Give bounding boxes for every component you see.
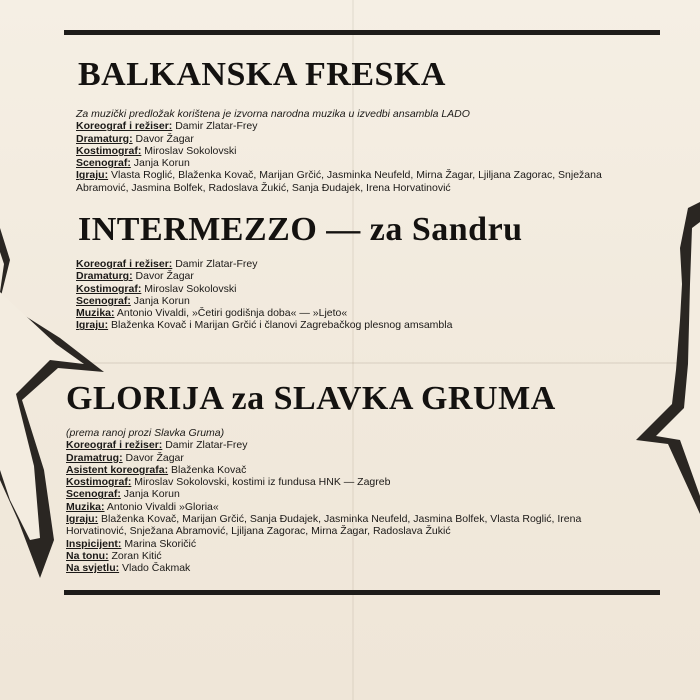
credit-role: Igraju: <box>66 513 99 526</box>
credit-row <box>76 133 602 145</box>
credit-row <box>66 476 581 488</box>
credit-role: Kostimograf: <box>76 144 142 157</box>
bottom-rule <box>64 590 660 595</box>
section-2-title: INTERMEZZO — za Sandru <box>78 211 523 248</box>
credit-names: Blaženka Kovač <box>171 463 247 476</box>
credit-row <box>66 538 581 550</box>
credit-row <box>76 145 602 157</box>
credit-role: Asistent koreografa: <box>66 463 169 476</box>
credit-names: Blaženka Kovač, Marijan Grčić, Sanja Đudajek, Jasminka Neufeld, Jasmina Bolfek, Vlasta Roglić, Irena <box>101 513 582 526</box>
credit-names: Vlasta Roglić, Blaženka Kovač, Marijan Grčić, Jasminka Neufeld, Mirna Žagar, Ljiljana Zagorac, Snježana <box>111 169 602 182</box>
credit-names: Janja Korun <box>133 294 190 307</box>
section-1-credits <box>76 108 602 194</box>
credit-role: Igraju: <box>76 169 109 182</box>
credit-row <box>76 295 452 307</box>
section-1-title: BALKANSKA FRESKA <box>78 56 446 93</box>
credit-row <box>66 513 581 525</box>
credit-row <box>76 319 452 331</box>
credit-names: Damir Zlatar-Frey <box>175 258 258 270</box>
credit-row <box>76 169 602 181</box>
credit-names: Davor Žagar <box>135 132 194 145</box>
credit-row <box>76 157 602 169</box>
credit-row <box>76 307 452 319</box>
credit-role: Na svjetlu: <box>66 562 120 575</box>
credit-row <box>66 452 581 464</box>
credit-row <box>66 439 581 451</box>
credit-row <box>76 120 602 132</box>
credit-names: Vlado Čakmak <box>122 562 191 575</box>
credit-names: Janja Korun <box>133 157 190 170</box>
section-2-credits <box>76 258 452 332</box>
credit-row <box>66 562 581 574</box>
credit-names: Miroslav Sokolovski <box>144 144 237 157</box>
credit-names: Blaženka Kovač i Marijan Grčić i članovi Zagrebačkog plesnog amsambla <box>111 319 453 332</box>
section-3-note: (prema ranoj prozi Slavka Gruma) <box>66 427 225 439</box>
credit-names: Marina Skoričić <box>124 537 197 550</box>
credit-role: Kostimograf: <box>66 476 132 489</box>
credit-role: Scenograf: <box>76 294 131 307</box>
credit-row <box>76 283 452 295</box>
credit-names: Davor Žagar <box>135 270 194 283</box>
credit-names: Miroslav Sokolovski <box>144 282 237 295</box>
credit-row <box>66 488 581 500</box>
credit-role: Dramatrug: <box>66 451 123 464</box>
credit-role: Scenograf: <box>76 157 131 170</box>
credit-role: Muzika: <box>76 307 115 320</box>
credit-role: Inspicijent: <box>66 537 122 550</box>
credit-row <box>66 501 581 513</box>
credit-role: Igraju: <box>76 319 109 332</box>
section-3-title: GLORIJA za SLAVKA GRUMA <box>66 380 556 417</box>
credit-role: Koreograf i režiser: <box>76 258 173 270</box>
section-3-credits <box>66 427 581 575</box>
credit-role: Koreograf i režiser: <box>76 120 173 133</box>
credit-names: Damir Zlatar-Frey <box>175 120 258 133</box>
credit-role: Dramaturg: <box>76 132 133 145</box>
credit-row <box>76 258 452 270</box>
credit-names: Horvatinović, Snježana Abramović, Ljiljana Zagorac, Mirna Žagar, Radoslava Žukić <box>66 525 451 538</box>
credit-row <box>76 182 602 194</box>
top-rule <box>64 30 660 35</box>
section-1-note: Za muzički predložak korištena je izvorna narodna muzika u izvedbi ansambla LADO <box>76 108 470 120</box>
credit-row <box>66 525 581 537</box>
credit-names: Abramović, Jasmina Bolfek, Radoslava Žukić, Sanja Đudajek, Irena Horvatinović <box>76 181 451 194</box>
credit-names: Damir Zlatar-Frey <box>165 439 248 452</box>
credit-role: Koreograf i režiser: <box>66 439 163 452</box>
credit-names: Janja Korun <box>123 488 180 501</box>
credit-role: Na tonu: <box>66 549 109 562</box>
credit-names: Zoran Kitić <box>111 549 162 562</box>
credit-names: Antonio Vivaldi, »Četiri godišnja doba« — »Ljeto« <box>116 307 348 320</box>
credit-names: Miroslav Sokolovski, kostimi iz fundusa HNK — Zagreb <box>134 476 391 489</box>
credit-role: Dramaturg: <box>76 270 133 283</box>
credit-role: Kostimograf: <box>76 282 142 295</box>
credit-names: Davor Žagar <box>125 451 184 464</box>
credit-names: Antonio Vivaldi »Gloria« <box>106 500 219 513</box>
credit-role: Scenograf: <box>66 488 121 501</box>
credit-row <box>76 270 452 282</box>
credit-row <box>66 464 581 476</box>
credit-row <box>66 550 581 562</box>
credit-role: Muzika: <box>66 500 105 513</box>
